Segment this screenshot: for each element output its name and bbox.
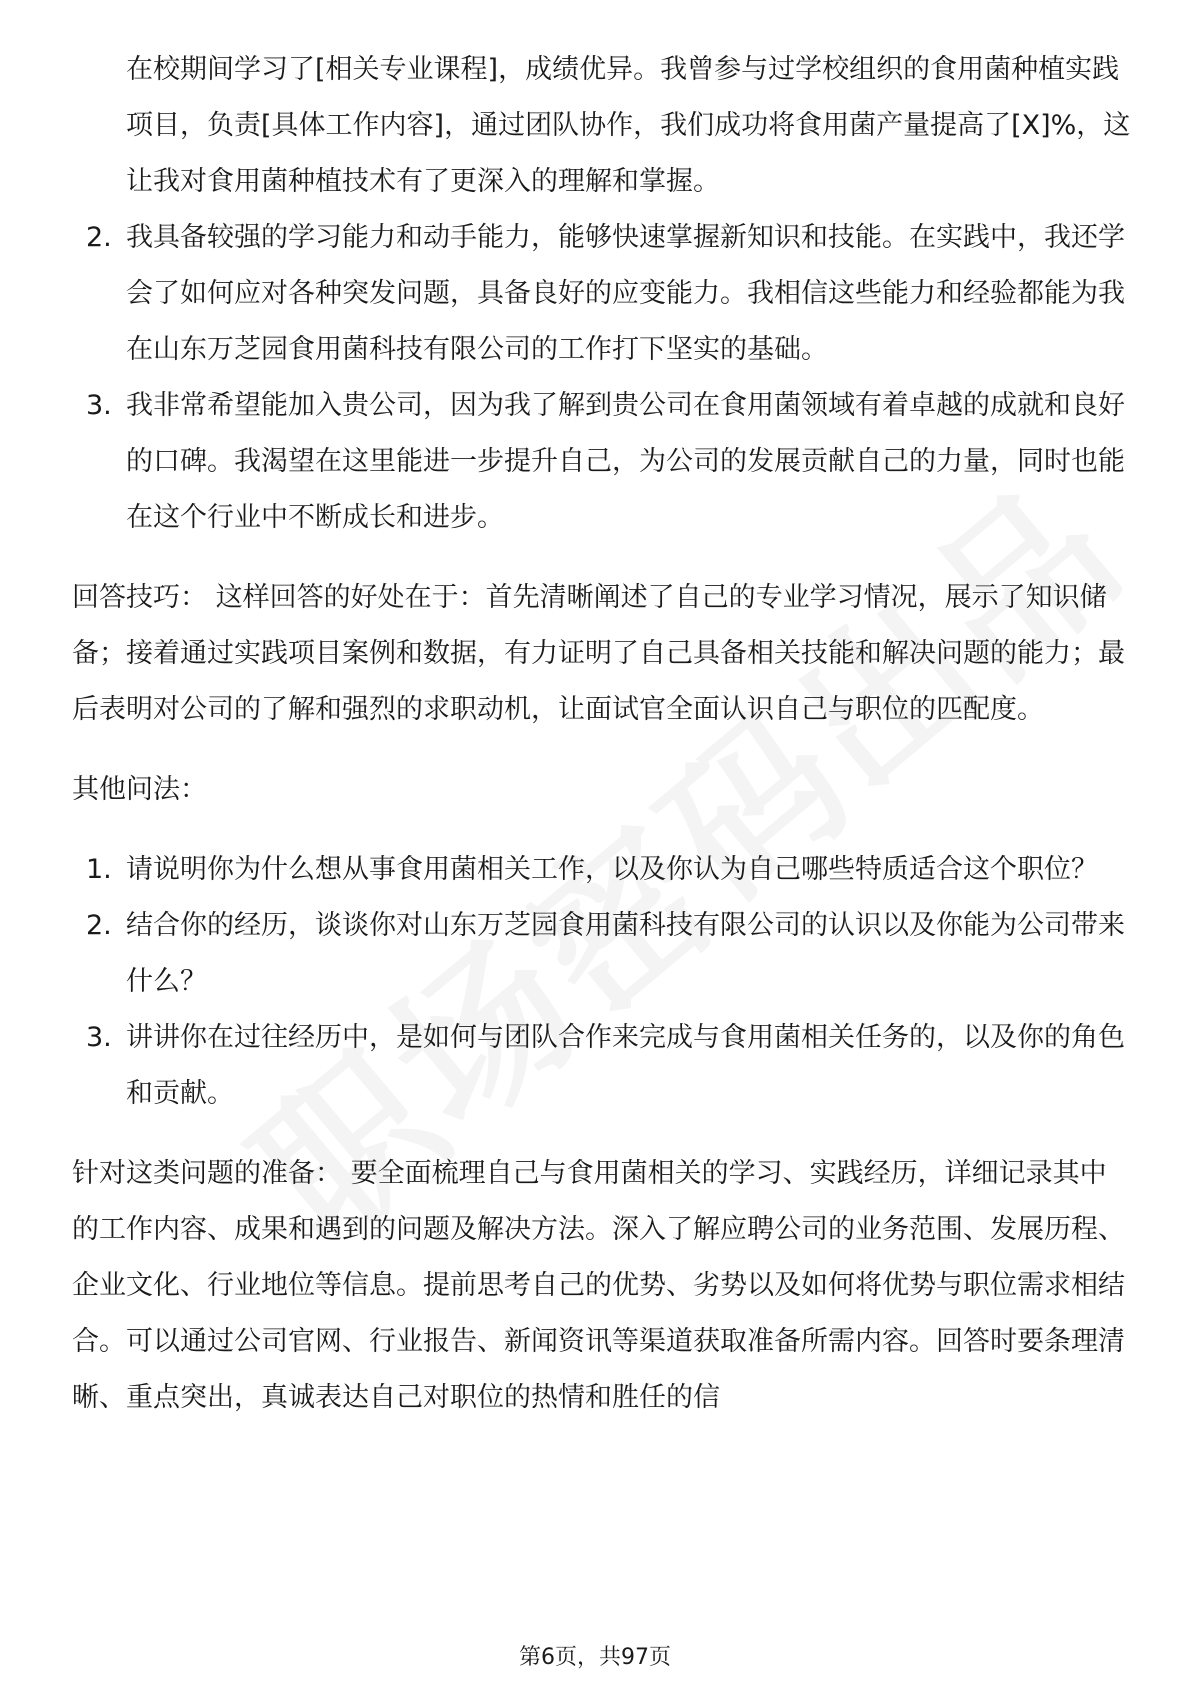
other-questions-list: [72, 842, 1132, 1122]
list-item-number: 2.: [86, 910, 112, 941]
list-item: [72, 378, 1132, 546]
list-item: [72, 1010, 1132, 1122]
preparation-paragraph: [72, 1146, 1132, 1426]
list-item: [72, 842, 1132, 898]
answer-continuation: 在校期间学习了[相关专业课程]，成绩优异。我曾参与过学校组织的食用菌种植实践项目，负责[具体工作内容]，通过团队协作，我们成功将食用菌产量提高了[X]%，这让我对食用菌种植技术有了更深入的理解和掌握。: [126, 54, 1131, 197]
list-item-number: 2.: [86, 222, 112, 253]
list-item-text: 结合你的经历，谈谈你对山东万芝园食用菌科技有限公司的认识以及你能为公司带来什么？: [126, 910, 1125, 997]
page-content: [72, 42, 1132, 1426]
list-item-text: 我非常希望能加入贵公司，因为我了解到贵公司在食用菌领域有着卓越的成就和良好的口碑。我渴望在这里能进一步提升自己，为公司的发展贡献自己的力量，同时也能在这个行业中不断成长和进步。: [126, 390, 1125, 533]
tips-label: 回答技巧：: [72, 582, 207, 613]
other-questions-label: 其他问法：: [72, 774, 207, 805]
list-item-text: 请说明你为什么想从事食用菌相关工作，以及你认为自己哪些特质适合这个职位？: [126, 854, 1098, 885]
preparation-label: 针对这类问题的准备：: [72, 1158, 342, 1189]
tips-paragraph: [72, 570, 1132, 738]
list-item: [72, 898, 1132, 1010]
list-item-number: 3.: [86, 1022, 112, 1053]
tips-text: 这样回答的好处在于：首先清晰阐述了自己的专业学习情况，展示了知识储备；接着通过实践项目案例和数据，有力证明了自己具备相关技能和解决问题的能力；最后表明对公司的了解和强烈的求职动机，让面试官全面认识自己与职位的匹配度。: [72, 582, 1125, 725]
preparation-text: 要全面梳理自己与食用菌相关的学习、实践经历，详细记录其中的工作内容、成果和遇到的问题及解决方法。深入了解应聘公司的业务范围、发展历程、企业文化、行业地位等信息。提前思考自己的优势、劣势以及如何将优势与职位需求相结合。可以通过公司官网、行业报告、新闻资讯等渠道获取准备所需内容。回答时要条理清晰、重点突出，真诚表达自己对职位的热情和胜任的信: [72, 1158, 1125, 1413]
list-item-number: 1.: [86, 854, 112, 885]
page-number: 第6页，共97页: [519, 1645, 671, 1670]
answer-points-list: [72, 210, 1132, 546]
list-item: [72, 210, 1132, 378]
list-item-number: 3.: [86, 390, 112, 421]
list-item-text: 我具备较强的学习能力和动手能力，能够快速掌握新知识和技能。在实践中，我还学会了如何应对各种突发问题，具备良好的应变能力。我相信这些能力和经验都能为我在山东万芝园食用菌科技有限公司的工作打下坚实的基础。: [126, 222, 1125, 365]
list-item-text: 讲讲你在过往经历中，是如何与团队合作来完成与食用菌相关任务的，以及你的角色和贡献。: [126, 1022, 1125, 1109]
